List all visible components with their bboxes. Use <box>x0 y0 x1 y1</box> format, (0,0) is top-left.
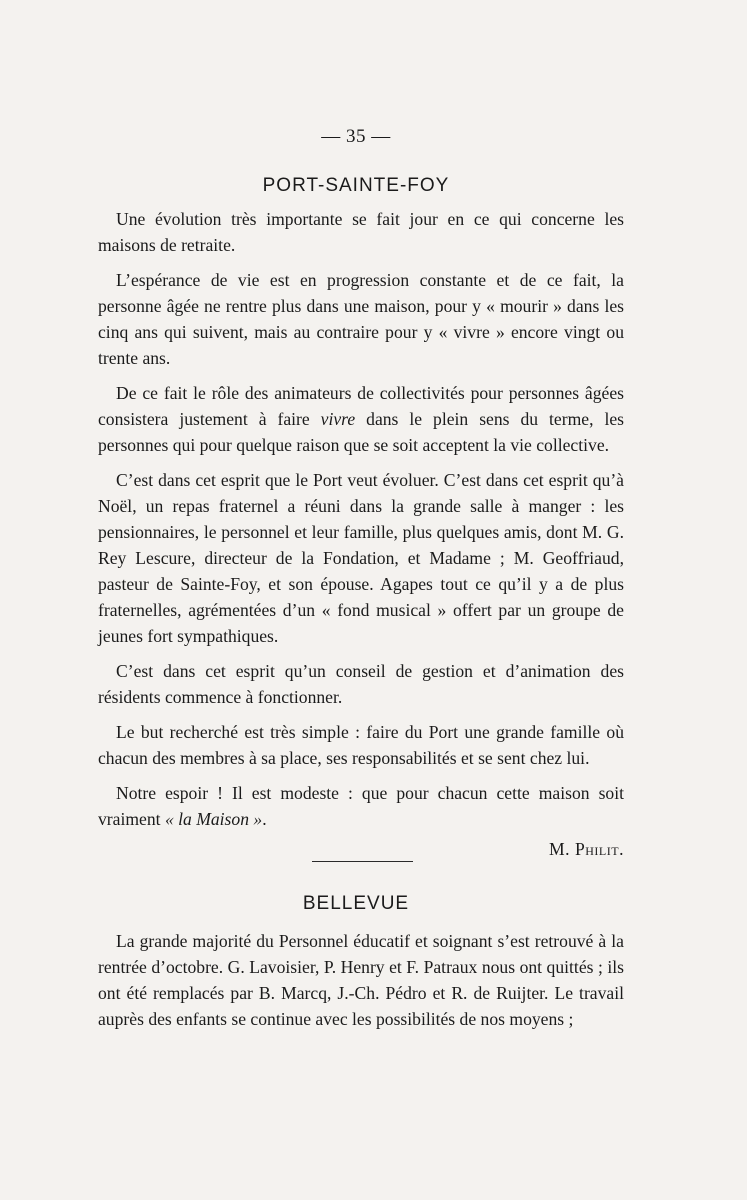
signature <box>98 836 624 862</box>
paragraph: La grande majorité du Personnel éducatif et soignant s’est retrouvé à la rentrée d’octobre. G. Lavoisier, P. Henry et F. Patraux nous ont quittés ; ils ont été remplacés par B. Marcq, J.-Ch. Pédro et R. de Ruijter. Le travail auprès des enfants se continue avec les possibilités de nos moyens ; <box>98 931 624 1029</box>
signature-name: Philit. <box>574 839 624 859</box>
section-divider <box>312 861 413 862</box>
paragraph: L’espérance de vie est en progression constante et de ce fait, la personne âgée ne rentre plus dans une maison, pour y « mourir » dans les cinq ans qui suivent, mais au contraire pour y « vivre » encore vingt ou trente ans. <box>98 270 624 368</box>
paragraph: Le but recherché est très simple : faire du Port une grande famille où chacun des membres à sa place, ses responsabilités et se sent chez lui. <box>98 722 624 768</box>
section-body-bellevue <box>98 928 624 1032</box>
section-body-port-sainte-foy <box>98 206 624 862</box>
signature-initial: M. <box>549 839 571 859</box>
section-title-bellevue: BELLEVUE <box>302 893 410 914</box>
paragraph: C’est dans cet esprit que le Port veut évoluer. C’est dans cet esprit qu’à Noël, un repas fraternel a réuni dans la grande salle à manger : les pensionnaires, le personnel et leur famille, plus quelques amis, dont M. G. Rey Lescure, directeur de la Fondation, et Madame ; M. Geoffriaud, pasteur de Sainte-Foy, et son épouse. Agapes tout ce qu’il y a de plus fraternelles, agrémentées d’un « fond musical » offert par un groupe de jeunes fort sympathiques. <box>98 470 624 646</box>
section-title-port-sainte-foy: PORT-SAINTE-FOY <box>262 175 450 196</box>
paragraph-text: Notre espoir ! Il est modeste : que pour chacun cette maison soit vraiment <box>98 783 624 829</box>
paragraph-text: dans le plein sens du terme, les personnes qui pour quelque raison que se soit acceptent la vie collective. <box>98 409 624 455</box>
paragraph-text: . <box>262 809 267 829</box>
paragraph <box>98 380 624 458</box>
paragraph: C’est dans cet esprit qu’un conseil de gestion et d’animation des résidents commence à fonctionner. <box>98 661 624 707</box>
paragraph <box>98 780 624 832</box>
paragraph: Une évolution très importante se fait jour en ce qui concerne les maisons de retraite. <box>98 209 624 255</box>
emphasized-word: vivre <box>320 409 356 429</box>
emphasized-phrase: « la Maison » <box>164 809 263 829</box>
paragraph-text: De ce fait le rôle des animateurs de collectivités pour personnes âgées consistera justement à faire <box>98 383 624 429</box>
page-number: — 35 — <box>321 126 391 147</box>
